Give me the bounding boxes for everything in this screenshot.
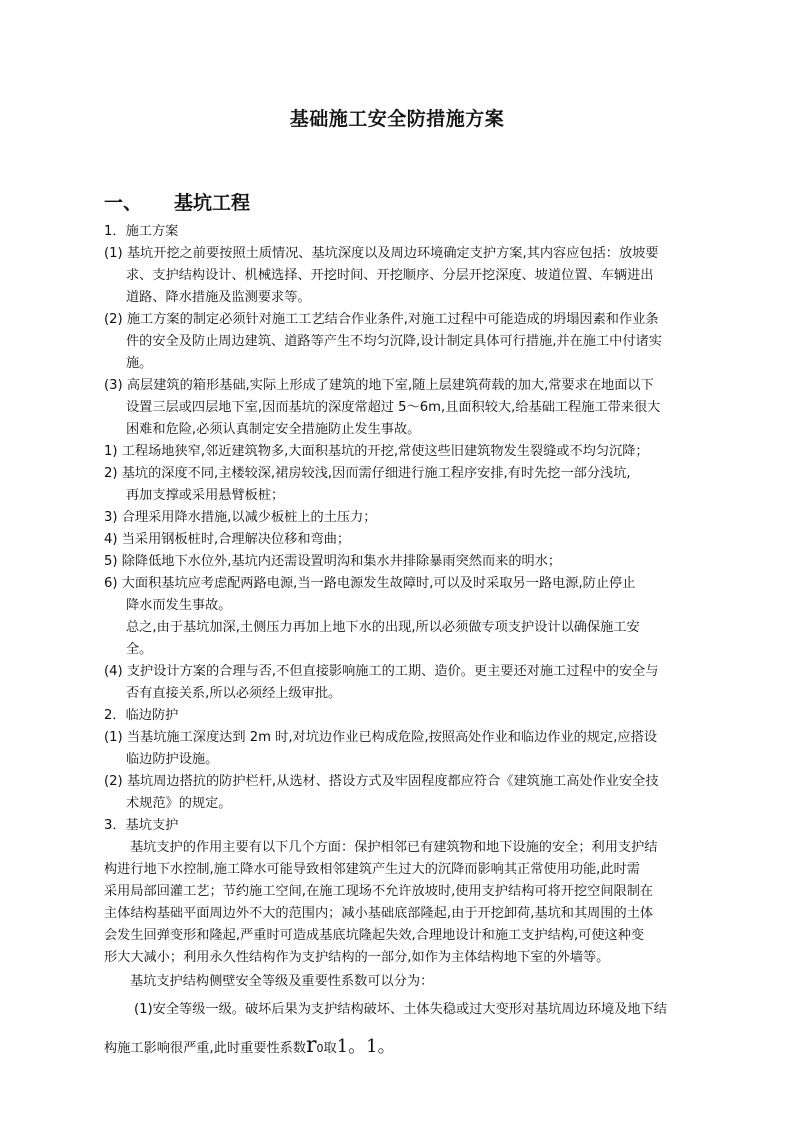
document-title: 基础施工安全防措施方案 (289, 108, 505, 130)
final-take: 取 (323, 1041, 337, 1056)
paragraph-line: 构进行地下水控制,施工降水可能导致相邻建筑产生过大的沉降而影响其正常使用功能,此时需 (104, 862, 640, 877)
paragraph-line: 施。 (126, 356, 153, 371)
paragraph-line-final (104, 1033, 396, 1059)
paragraph-line: 会发生回弹变形和隆起,严重时可造成基底坑隆起失效,合理地设计和施工支护结构,可使这种变 (104, 928, 645, 943)
paragraph-line: 全。 (126, 642, 153, 657)
paragraph-line: (4) 支护设计方案的合理与否,不但直接影响施工的工期、造价。更主要还对施工过程中的安全与 (104, 664, 659, 679)
paragraph-line: 件的安全及防止周边建筑、道路等产生不均匀沉降,设计制定具体可行措施,并在施工中付诸实 (126, 334, 662, 349)
list-item: 2) 基坑的深度不同,主楼较深,裙房较浅,因而需仔细进行施工程序安排,有时先挖一部分浅坑, (104, 466, 631, 481)
subsection-heading: 1．施工方案 (104, 224, 179, 239)
paragraph-line: 否有直接关系,所以必须经上级审批。 (126, 686, 342, 701)
paragraph-line: (2) 基坑周边搭抗的防护栏杆,从选材、搭设方式及牢固程度都应符合《建筑施工高处作业安全技 (104, 774, 659, 789)
section-number: 一、 (104, 192, 143, 214)
list-item: 5) 除降低地下水位外,基坑内还需设置明沟和集水井排除暴雨突然而来的明水； (104, 554, 562, 569)
paragraph-line: 采用局部回灌工艺；节约施工空间,在施工现场不允许放坡时,使用支护结构可将开挖空间限制在 (104, 884, 654, 899)
paragraph-line: 术规范》的规定。 (126, 796, 232, 811)
paragraph-line: 总之,由于基坑加深,土侧压力再加上地下水的出现,所以必须做专项支护设计以确保施工安 (126, 620, 640, 635)
paragraph-line: 求、支护结构设计、机械选择、开挖时间、开挖顺序、分层开挖深度、坡道位置、车辆进出 (126, 268, 654, 283)
paragraph-line: 再加支撑或采用悬臂板桩； (126, 488, 285, 503)
final-text: 构施工影响很严重,此时重要性系数 (104, 1041, 307, 1056)
paragraph-line: 主体结构基础平面周边外不大的范围内；减小基础底部隆起,由于开挖卸荷,基坑和其周围的土体 (104, 906, 654, 921)
paragraph-line: 临边防护设施。 (126, 752, 219, 767)
coefficient-subscript: 0 (316, 1042, 324, 1055)
paragraph-line: (1)安全等级一级。破坏后果为支护结构破坏、土体失稳或过大变形对基坑周边环境及地下结 (134, 1002, 667, 1017)
subsection-heading: 3．基坑支护 (104, 818, 179, 833)
paragraph-line: (2) 施工方案的制定必须针对施工工艺结合作业条件,对施工过程中可能造成的坍塌因素和作业条 (104, 312, 659, 327)
paragraph-line: 困难和危险,必须认真制定安全措施防止发生事故。 (126, 422, 421, 437)
coefficient-symbol: r (306, 1033, 317, 1058)
paragraph-line: 降水而发生事故。 (126, 598, 232, 613)
list-item: 4) 当采用钢板桩时,合理解决位移和弯曲； (104, 532, 351, 547)
coefficient-value: 1。1。 (336, 1036, 396, 1057)
paragraph-line: (3) 高层建筑的箱形基础,实际上形成了建筑的地下室,随上层建筑荷载的加大,常要求在地面以下 (104, 378, 654, 393)
list-item: 1) 工程场地狭窄,邻近建筑物多,大面积基坑的开挖,常使这些旧建筑物发生裂缝或不均匀沉降； (104, 444, 649, 459)
list-item: 3) 合理采用降水措施,以减少板桩上的土压力； (104, 510, 377, 525)
paragraph-line: 形大大减小；利用永久性结构作为支护结构的一部分,如作为主体结构地下室的外墙等。 (104, 950, 610, 965)
paragraph-line: 道路、降水措施及监测要求等。 (126, 290, 311, 305)
list-item: 6) 大面积基坑应考虑配两路电源,当一路电源发生故障时,可以及时采取另一路电源,防止停止 (104, 576, 636, 591)
paragraph-line: (1) 基坑开挖之前要按照土质情况、基坑深度以及周边环境确定支护方案,其内容应包括：放坡要 (104, 246, 659, 261)
paragraph-line: 设置三层或四层地下室,因而基坑的深度常超过 5～6m,且面积较大,给基础工程施工带来很大 (126, 400, 661, 415)
section-heading (104, 188, 250, 215)
section-title: 基坑工程 (174, 192, 251, 214)
subsection-heading: 2．临边防护 (104, 708, 179, 723)
paragraph-line: 基坑支护的作用主要有以下几个方面：保护相邻已有建筑物和地下设施的安全；利用支护结 (130, 840, 658, 855)
paragraph-line: (1) 当基坑施工深度达到 2m 时,对坑边作业已构成危险,按照高处作业和临边作业的规定,应搭设 (104, 730, 658, 745)
paragraph-line: 基坑支护结构侧壁安全等级及重要性系数可以分为： (130, 974, 434, 989)
